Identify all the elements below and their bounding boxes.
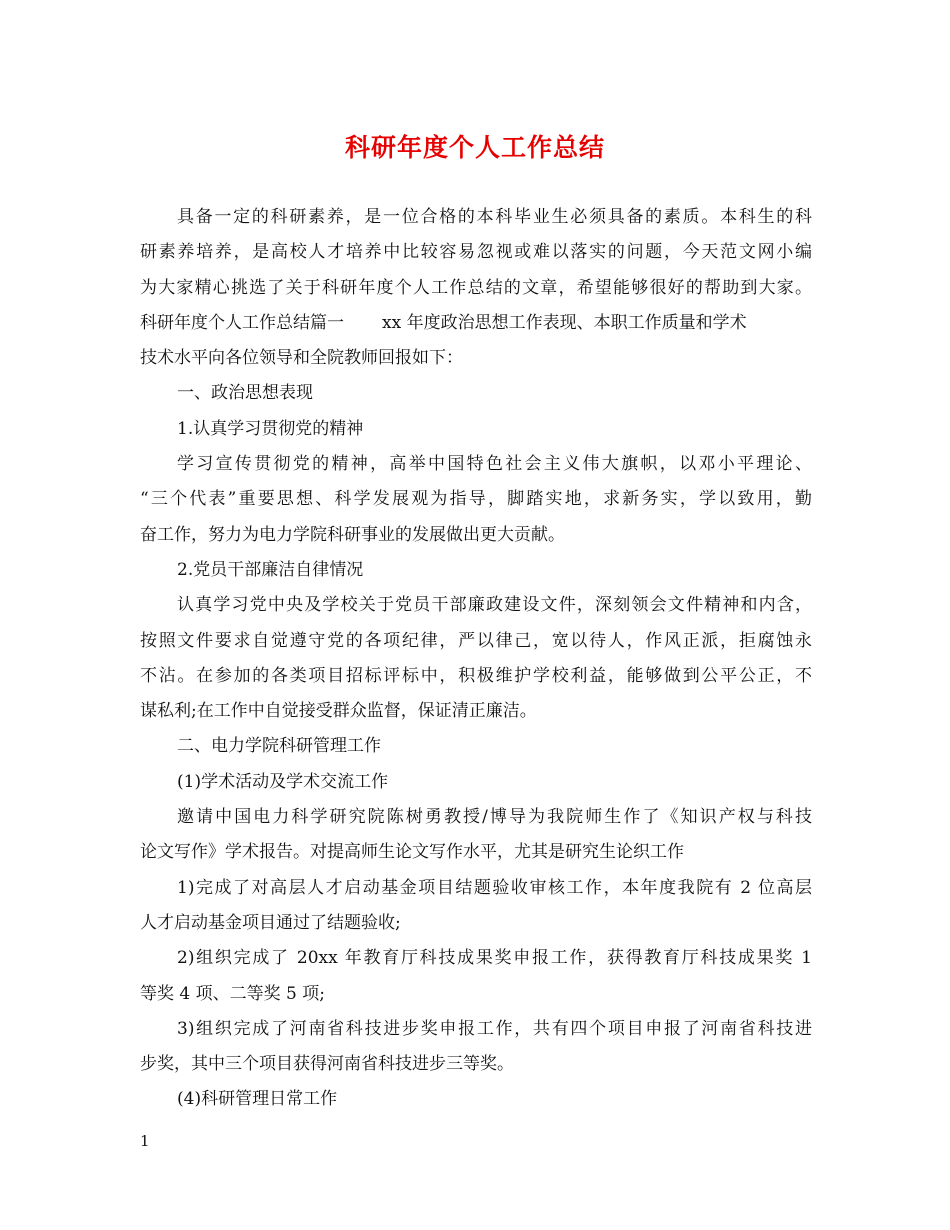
paragraph-line-with-gap bbox=[140, 306, 812, 341]
paragraph-line: 3)组织完成了河南省科技进步奖申报工作，共有四个项目申报了河南省科技进 bbox=[177, 1018, 812, 1039]
paragraph-line: “三个代表”重要思想、科学发展观为指导，脚踏实地，求新务实，学以致用，勤 bbox=[140, 489, 812, 510]
paragraph-line: 按照文件要求自觉遵守党的各项纪律，严以律己，宽以待人，作风正派，拒腐蚀永 bbox=[140, 630, 812, 651]
paragraph-line: 不沾。在参加的各类项目招标评标中，积极维护学校利益，能够做到公平公正，不 bbox=[140, 665, 812, 686]
subsection-heading: 2.党员干部廉洁自律情况 bbox=[177, 559, 364, 580]
paragraph-line: 1)完成了对高层人才启动基金项目结题验收审核工作，本年度我院有 2 位高层 bbox=[177, 877, 812, 898]
document-title: 科研年度个人工作总结 bbox=[344, 133, 605, 162]
page-number: 1 bbox=[140, 1132, 150, 1150]
paragraph-line: 技术水平向各位领导和全院教师回报如下： bbox=[140, 348, 463, 369]
document-body bbox=[140, 200, 812, 1118]
subsection-heading: (4)科研管理日常工作 bbox=[177, 1089, 338, 1110]
paragraph-line: 奋工作，努力为电力学院科研事业的发展做出更大贡献。 bbox=[140, 524, 565, 545]
subsection-heading: 1.认真学习贯彻党的精神 bbox=[177, 418, 364, 439]
paragraph-line: 步奖，其中三个项目获得河南省科技进步三等奖。 bbox=[140, 1054, 514, 1075]
subsection-heading: (1)学术活动及学术交流工作 bbox=[177, 771, 389, 792]
paragraph-line: 学习宣传贯彻党的精神，高举中国特色社会主义伟大旗帜，以邓小平理论、 bbox=[177, 454, 812, 475]
subheading-text: 科研年度个人工作总结篇一 bbox=[140, 312, 344, 333]
paragraph-line: 谋私利;在工作中自觉接受群众监督，保证清正廉洁。 bbox=[140, 701, 537, 722]
paragraph-line: 研素养培养，是高校人才培养中比较容易忽视或难以落实的问题，今天范文网小编 bbox=[140, 242, 812, 263]
paragraph-line: 人才启动基金项目通过了结题验收; bbox=[140, 912, 401, 933]
paragraph-line: 邀请中国电力科学研究院陈树勇教授/博导为我院师生作了《知识产权与科技 bbox=[177, 807, 812, 828]
paragraph-line: 2)组织完成了 20xx 年教育厅科技成果奖申报工作，获得教育厅科技成果奖 1 bbox=[177, 948, 812, 969]
paragraph-line: 等奖 4 项、二等奖 5 项; bbox=[140, 983, 325, 1004]
section-heading: 一、政治思想表现 bbox=[177, 383, 313, 404]
paragraph-text: xx 年度政治思想工作表现、本职工作质量和学术 bbox=[382, 312, 747, 333]
paragraph-line: 论文写作》学术报告。对提高师生论文写作水平，尤其是研究生论织工作 bbox=[140, 842, 684, 863]
paragraph-line: 认真学习党中央及学校关于党员干部廉政建设文件，深刻领会文件精神和内含， bbox=[177, 595, 812, 616]
paragraph-line: 具备一定的科研素养，是一位合格的本科毕业生必须具备的素质。本科生的科 bbox=[177, 207, 812, 227]
section-heading: 二、电力学院科研管理工作 bbox=[177, 736, 381, 757]
paragraph-line: 为大家精心挑选了关于科研年度个人工作总结的文章，希望能够很好的帮助到大家。 bbox=[140, 277, 812, 298]
